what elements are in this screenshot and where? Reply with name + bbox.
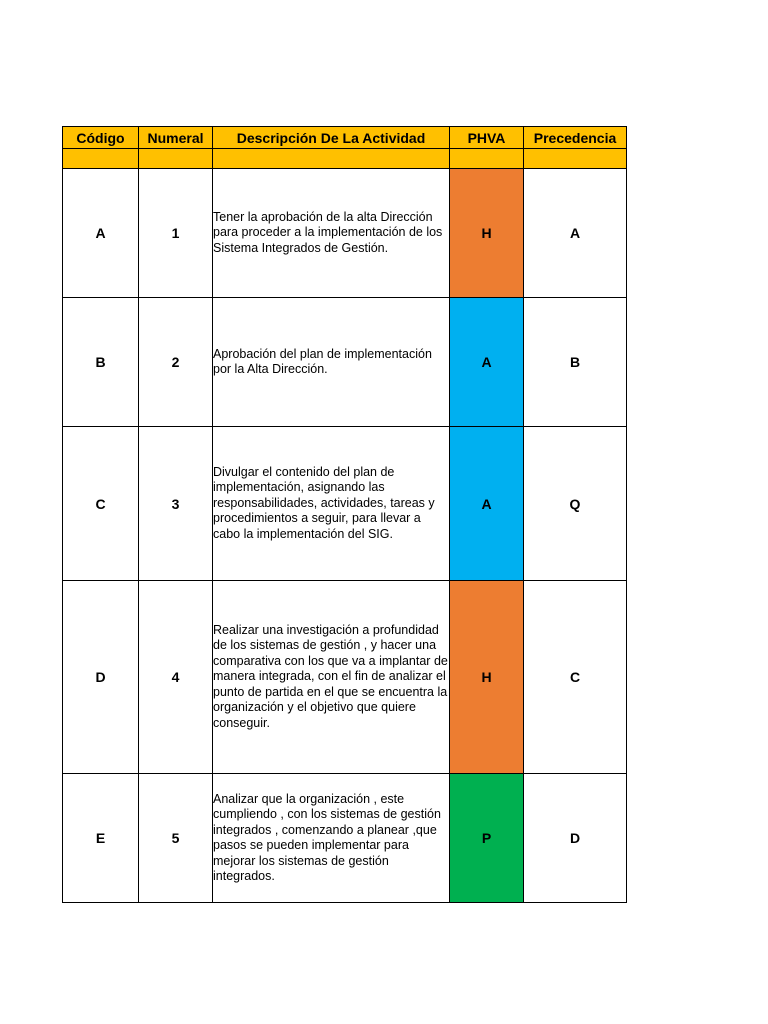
phva-cell: P <box>450 774 524 903</box>
numeral-cell: 2 <box>139 298 213 427</box>
spacer-cell <box>450 149 524 169</box>
code-cell: D <box>63 581 139 774</box>
code-cell: A <box>63 169 139 298</box>
table-row <box>63 298 627 427</box>
precedence-cell: A <box>524 169 627 298</box>
spacer-cell <box>63 149 139 169</box>
activities-table <box>62 126 627 903</box>
table-row <box>63 774 627 903</box>
code-cell: C <box>63 427 139 581</box>
header-numeral: Numeral <box>139 127 213 149</box>
header-spacer-row <box>63 149 627 169</box>
precedence-cell: C <box>524 581 627 774</box>
precedence-cell: B <box>524 298 627 427</box>
description-cell: Divulgar el contenido del plan de implementación, asignando las responsabilidades, actividades, tareas y procedimientos a seguir, para llevar a cabo la implementación del SIG. <box>213 427 450 581</box>
table-row <box>63 581 627 774</box>
header-phva: PHVA <box>450 127 524 149</box>
header-code: Código <box>63 127 139 149</box>
phva-cell: H <box>450 169 524 298</box>
description-cell: Analizar que la organización , este cumpliendo , con los sistemas de gestión integrados , comenzando a planear ,que pasos se pueden implementar para mejorar los sistemas de gestión integrados. <box>213 774 450 903</box>
description-cell: Tener la aprobación de la alta Dirección para proceder a la implementación de los Sistema Integrados de Gestión. <box>213 169 450 298</box>
phva-cell: A <box>450 298 524 427</box>
spacer-cell <box>139 149 213 169</box>
table-row <box>63 427 627 581</box>
phva-cell: H <box>450 581 524 774</box>
precedence-cell: Q <box>524 427 627 581</box>
code-cell: E <box>63 774 139 903</box>
description-cell: Aprobación del plan de implementación por la Alta Dirección. <box>213 298 450 427</box>
phva-cell: A <box>450 427 524 581</box>
code-cell: B <box>63 298 139 427</box>
table-row <box>63 169 627 298</box>
header-row <box>63 127 627 149</box>
spacer-cell <box>213 149 450 169</box>
numeral-cell: 3 <box>139 427 213 581</box>
numeral-cell: 4 <box>139 581 213 774</box>
header-precedence: Precedencia <box>524 127 627 149</box>
spacer-cell <box>524 149 627 169</box>
numeral-cell: 1 <box>139 169 213 298</box>
numeral-cell: 5 <box>139 774 213 903</box>
header-description: Descripción De La Actividad <box>213 127 450 149</box>
description-cell: Realizar una investigación a profundidad de los sistemas de gestión , y hacer una comparativa con los que va a implantar de manera integrada, con el fin de analizar el punto de partida en el que se encuentra la organización y el objetivo que quiere conseguir. <box>213 581 450 774</box>
precedence-cell: D <box>524 774 627 903</box>
